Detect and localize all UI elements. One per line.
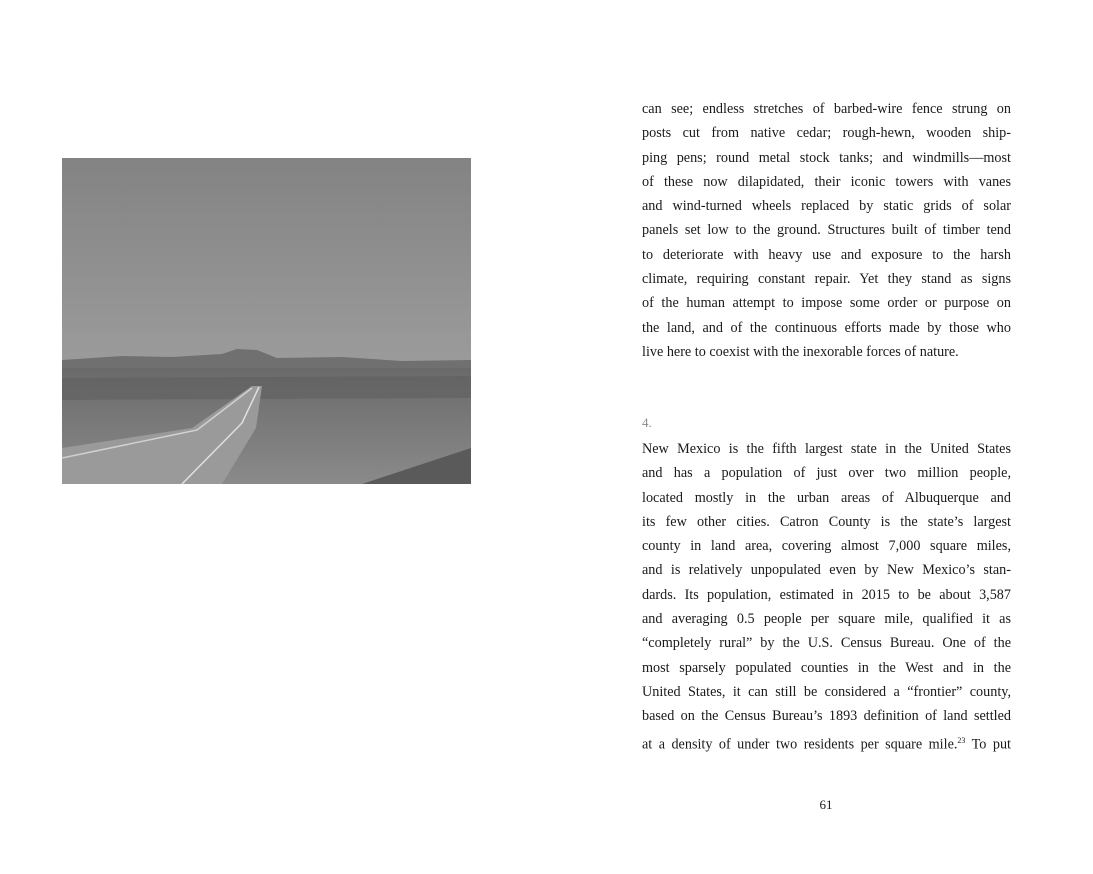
text-line: and wind-turned wheels replaced by static grids of solar — [642, 198, 1011, 215]
page-number: 61 — [819, 797, 833, 812]
text-line-tail: To put — [965, 736, 1011, 753]
paragraph-continued — [642, 97, 1011, 364]
text-line-content: at a density of under two residents per square mile. — [642, 736, 958, 753]
text-line: and has a population of just over two million people, — [642, 465, 1011, 482]
paragraph-section-4 — [642, 437, 1011, 753]
text-line: county in land area, covering almost 7,000 square miles, — [642, 538, 1011, 555]
text-line: posts cut from native cedar; rough-hewn, wooden ship- — [642, 125, 1011, 142]
text-line — [642, 729, 1011, 753]
text-line: and averaging 0.5 people per square mile, qualified it as — [642, 611, 1011, 628]
text-line: New Mexico is the fifth largest state in the United States — [642, 441, 1011, 457]
text-line: “completely rural” by the U.S. Census Bureau. One of the — [642, 635, 1011, 652]
text-line: the land, and of the continuous efforts made by those who — [642, 319, 1011, 336]
landscape-road-photo — [62, 158, 471, 484]
text-line: dards. Its population, estimated in 2015 to be about 3,587 — [642, 586, 1011, 603]
text-line: live here to coexist with the inexorable forces of nature. — [642, 343, 959, 360]
text-line: panels set low to the ground. Structures built of timber tend — [642, 222, 1011, 239]
text-line: can see; endless stretches of barbed-wire fence strung on — [642, 101, 1011, 117]
section-number: 4. — [642, 415, 652, 430]
text-line: located mostly in the urban areas of Albuquerque and — [642, 489, 1011, 506]
text-line: of the human attempt to impose some order or purpose on — [642, 295, 1011, 312]
text-line: of these now dilapidated, their iconic towers with vanes — [642, 173, 1011, 190]
text-line: to deteriorate with heavy use and exposure to the harsh — [642, 246, 1011, 263]
text-line: climate, requiring constant repair. Yet they stand as signs — [642, 271, 1011, 288]
text-line: based on the Census Bureau’s 1893 definition of land settled — [642, 708, 1011, 725]
text-line: its few other cities. Catron County is the state’s largest — [642, 513, 1011, 530]
footnote-reference[interactable]: 23 — [957, 735, 966, 745]
text-line: most sparsely populated counties in the West and in the — [642, 659, 1011, 676]
text-line: and is relatively unpopulated even by New Mexico’s stan- — [642, 562, 1011, 579]
text-line: United States, it can still be considered a “frontier” county, — [642, 683, 1011, 700]
text-line: ping pens; round metal stock tanks; and windmills—most — [642, 149, 1011, 166]
